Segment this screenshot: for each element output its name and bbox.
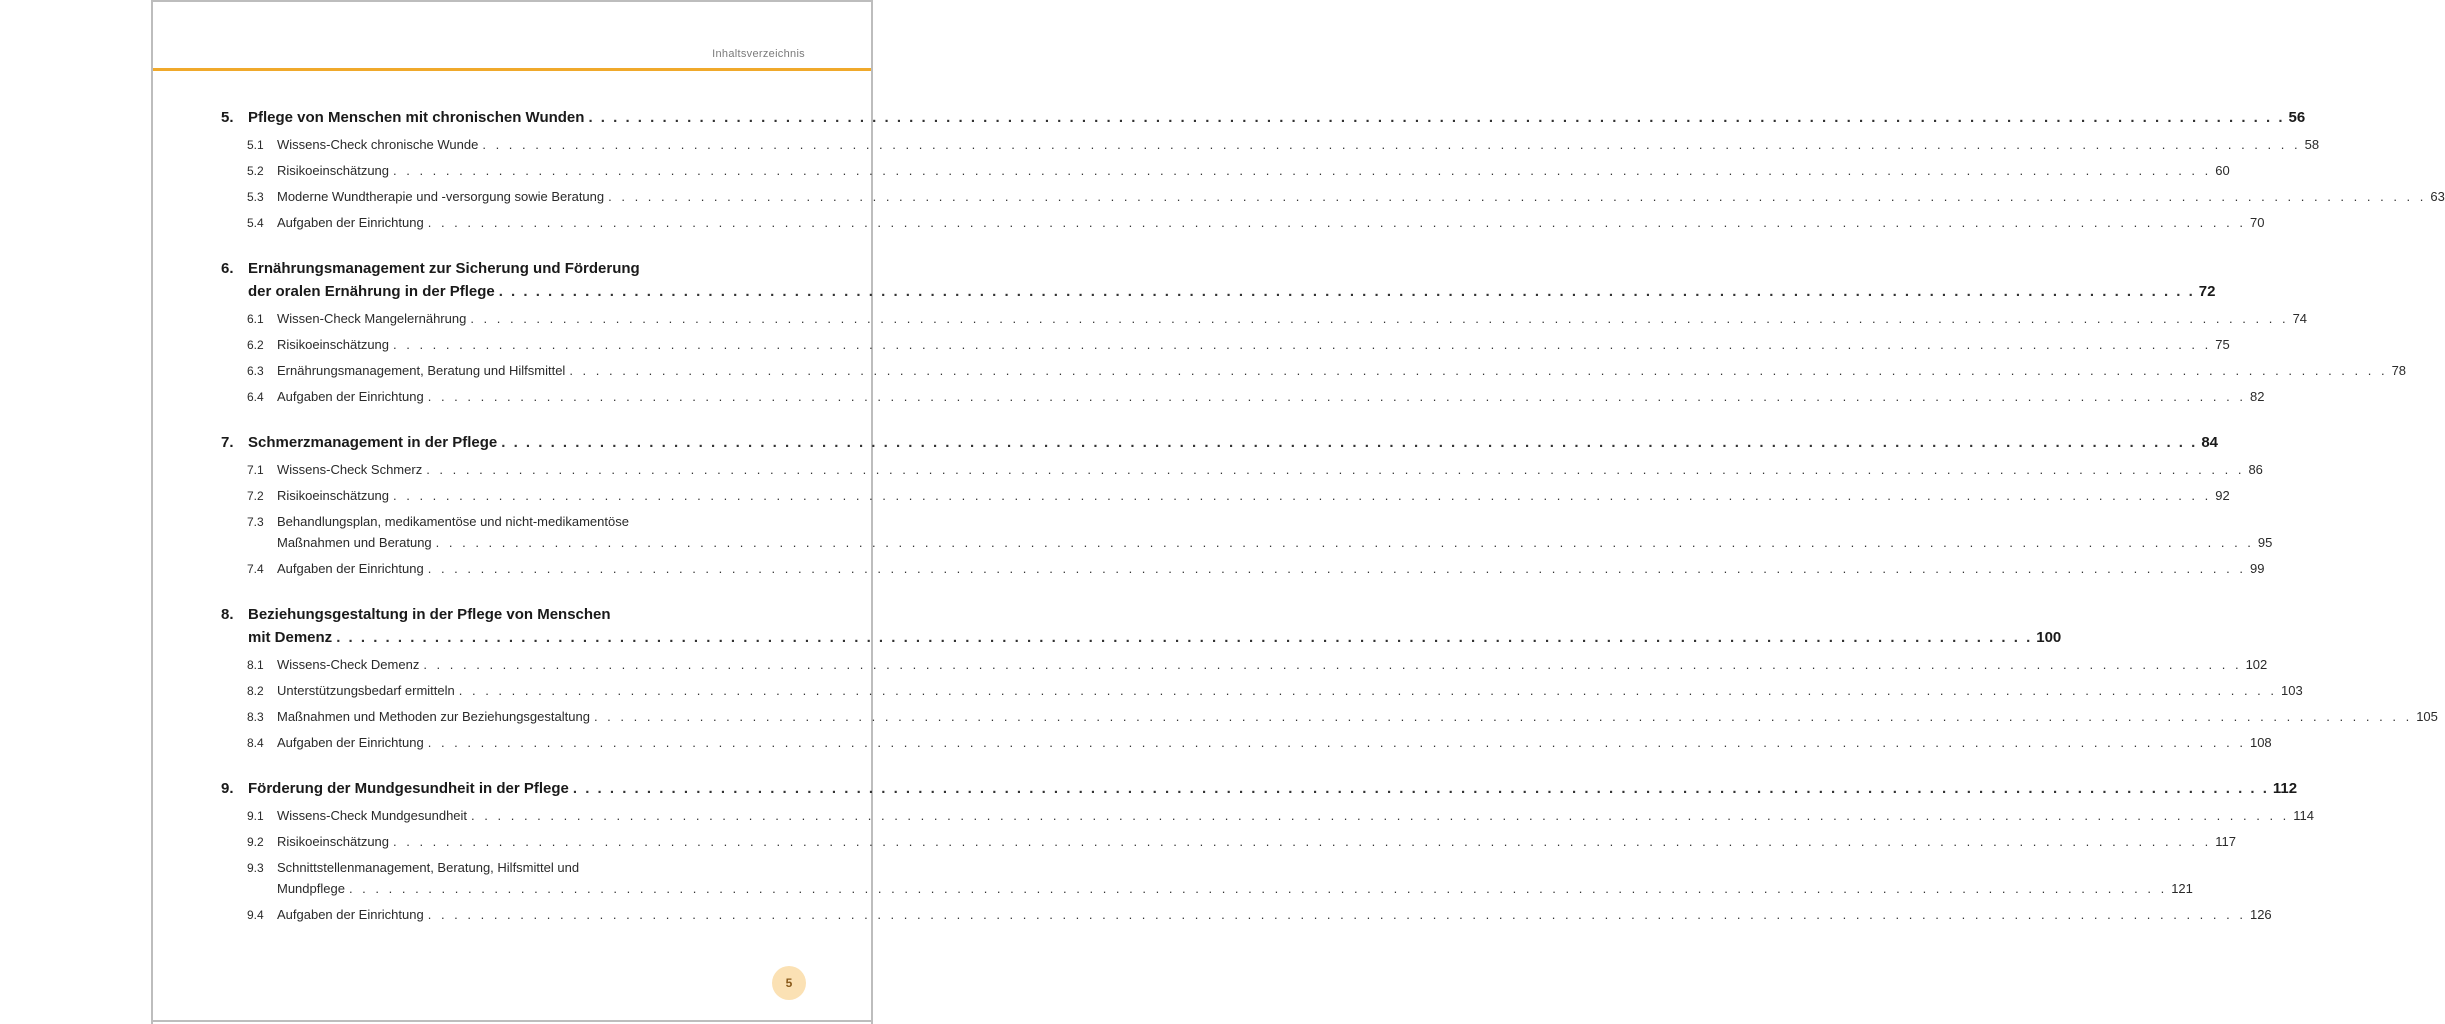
toc-section-entry[interactable] — [221, 556, 2265, 582]
dot-leader — [459, 678, 2277, 704]
header-rule — [153, 68, 871, 71]
chapter-title: Ernährungsmanagement zur Sicherung und Förderung — [248, 260, 640, 277]
section-page-number: 78 — [2391, 363, 2407, 378]
section-page-number: 70 — [2249, 215, 2265, 230]
section-number: 8.2 — [247, 684, 264, 698]
toc-section-entry[interactable] — [221, 158, 2230, 184]
chapter-heading[interactable] — [221, 603, 2062, 649]
table-of-contents — [221, 106, 2445, 949]
dot-leader — [393, 158, 2211, 184]
dot-leader — [608, 184, 2426, 210]
dot-leader — [594, 704, 2412, 730]
dot-leader — [499, 280, 2195, 303]
toc-section-entry[interactable] — [221, 678, 2303, 704]
toc-section-entry[interactable] — [221, 332, 2230, 358]
dot-leader — [573, 777, 2269, 800]
toc-chapter — [221, 431, 2273, 582]
section-number: 9.4 — [247, 908, 264, 922]
dot-leader — [393, 483, 2211, 509]
chapter-heading[interactable] — [221, 257, 2216, 303]
toc-section-entry[interactable] — [221, 730, 2272, 756]
chapter-title: Schmerzmanagement in der Pflege — [248, 434, 498, 451]
section-page-number: 74 — [2292, 311, 2308, 326]
section-number: 9.3 — [247, 861, 264, 875]
section-number: 8.1 — [247, 658, 264, 672]
toc-section-entry[interactable] — [221, 358, 2407, 384]
toc-section-entry[interactable] — [221, 803, 2315, 829]
section-title: Wissens-Check chronische Wunde — [277, 137, 479, 152]
section-page-number: 117 — [2215, 834, 2236, 849]
dot-leader — [336, 626, 2032, 649]
chapter-number: 6. — [221, 260, 234, 277]
dot-leader — [436, 532, 2254, 553]
section-number: 8.4 — [247, 736, 264, 750]
section-number: 5.4 — [247, 216, 264, 230]
section-page-number: 102 — [2245, 657, 2268, 672]
chapter-heading[interactable] — [221, 106, 2306, 129]
section-title: Aufgaben der Einrichtung — [277, 735, 424, 750]
section-number: 7.4 — [247, 562, 264, 576]
toc-section-entry[interactable] — [221, 210, 2265, 236]
section-title: Wissens-Check Mundgesundheit — [277, 808, 468, 823]
section-number: 6.4 — [247, 390, 264, 404]
section-title: Risikoeinschätzung — [277, 337, 390, 352]
chapter-page-number: 100 — [2036, 629, 2062, 646]
section-title: Behandlungsplan, medikamentöse und nicht-medikamentöse — [277, 514, 629, 529]
section-title: Risikoeinschätzung — [277, 163, 390, 178]
section-number: 9.1 — [247, 809, 264, 823]
chapter-page-number: 72 — [2198, 283, 2216, 300]
toc-section-entry[interactable] — [221, 184, 2445, 210]
section-page-number: 58 — [2304, 137, 2320, 152]
chapter-page-number: 56 — [2288, 109, 2306, 126]
section-number: 5.1 — [247, 138, 264, 152]
section-title: Aufgaben der Einrichtung — [277, 907, 424, 922]
section-number: 6.2 — [247, 338, 264, 352]
toc-section-entry[interactable] — [221, 306, 2308, 332]
toc-section-entry[interactable] — [221, 509, 2273, 556]
dot-leader — [428, 902, 2246, 928]
section-title: Wissens-Check Demenz — [277, 657, 420, 672]
section-title: Aufgaben der Einrichtung — [277, 389, 424, 404]
toc-chapter — [221, 603, 2438, 756]
section-number: 7.3 — [247, 515, 264, 529]
section-title: Unterstützungsbedarf ermitteln — [277, 683, 455, 698]
dot-leader — [423, 652, 2241, 678]
section-title: Maßnahmen und Methoden zur Beziehungsgestaltung — [277, 709, 590, 724]
section-page-number: 75 — [2215, 337, 2230, 352]
dot-leader — [471, 803, 2289, 829]
section-title: Mundpflege — [277, 881, 345, 896]
chapter-number: 8. — [221, 606, 234, 623]
section-page-number: 92 — [2215, 488, 2230, 503]
dot-leader — [428, 730, 2246, 756]
dot-leader — [428, 556, 2246, 582]
section-title: Wissen-Check Mangelernährung — [277, 311, 467, 326]
chapter-number: 7. — [221, 434, 234, 451]
document-page — [151, 0, 2445, 1024]
section-title: Aufgaben der Einrichtung — [277, 561, 424, 576]
chapter-title: Förderung der Mundgesundheit in der Pflege — [248, 780, 569, 797]
section-page-number: 103 — [2281, 683, 2303, 698]
section-page-number: 105 — [2416, 709, 2438, 724]
section-title: Maßnahmen und Beratung — [277, 535, 432, 550]
section-number: 6.1 — [247, 312, 264, 326]
toc-section-entry[interactable] — [221, 902, 2272, 928]
toc-section-entry[interactable] — [221, 652, 2268, 678]
section-page-number: 99 — [2249, 561, 2265, 576]
chapter-title: mit Demenz — [248, 629, 333, 646]
section-number: 9.2 — [247, 835, 264, 849]
chapter-page-number: 112 — [2272, 780, 2298, 797]
section-page-number: 86 — [2248, 462, 2263, 477]
dot-leader — [501, 431, 2197, 454]
section-title: Risikoeinschätzung — [277, 488, 390, 503]
chapter-number: 5. — [221, 109, 234, 126]
chapter-title: der oralen Ernährung in der Pflege — [248, 283, 495, 300]
page-number-badge: 5 — [772, 966, 806, 1000]
section-title: Wissens-Check Schmerz — [277, 462, 423, 477]
toc-section-entry[interactable] — [221, 855, 2193, 902]
dot-leader — [426, 457, 2244, 483]
section-number: 6.3 — [247, 364, 264, 378]
toc-section-entry[interactable] — [221, 704, 2438, 730]
dot-leader — [470, 306, 2288, 332]
chapter-title: Beziehungsgestaltung in der Pflege von Menschen — [248, 606, 611, 623]
toc-section-entry[interactable] — [221, 384, 2265, 410]
running-head: Inhaltsverzeichnis — [712, 48, 805, 60]
section-title: Aufgaben der Einrichtung — [277, 215, 424, 230]
dot-leader — [393, 829, 2211, 855]
dot-leader — [428, 210, 2246, 236]
dot-leader — [428, 384, 2246, 410]
section-page-number: 95 — [2257, 535, 2273, 550]
chapter-title: Pflege von Menschen mit chronischen Wunden — [248, 109, 585, 126]
chapter-number: 9. — [221, 780, 234, 797]
section-page-number: 121 — [2171, 881, 2193, 896]
section-title: Schnittstellenmanagement, Beratung, Hilfsmittel und — [277, 860, 580, 875]
dot-leader — [482, 132, 2300, 158]
toc-section-entry[interactable] — [221, 829, 2236, 855]
toc-chapter — [221, 777, 2315, 928]
toc-section-entry[interactable] — [221, 457, 2263, 483]
section-page-number: 108 — [2249, 735, 2272, 750]
dot-leader — [393, 332, 2211, 358]
toc-chapter — [221, 257, 2407, 410]
section-number: 5.3 — [247, 190, 264, 204]
chapter-page-number: 84 — [2201, 434, 2218, 451]
chapter-heading[interactable] — [221, 777, 2298, 800]
section-page-number: 114 — [2293, 808, 2315, 823]
toc-chapter — [221, 106, 2445, 236]
toc-section-entry[interactable] — [221, 132, 2320, 158]
section-page-number: 63 — [2430, 189, 2445, 204]
section-title: Risikoeinschätzung — [277, 834, 390, 849]
chapter-heading[interactable] — [221, 431, 2218, 454]
section-page-number: 82 — [2249, 389, 2265, 404]
section-page-number: 60 — [2215, 163, 2230, 178]
section-number: 7.1 — [247, 463, 264, 477]
section-number: 7.2 — [247, 489, 264, 503]
dot-leader — [349, 878, 2167, 899]
section-number: 5.2 — [247, 164, 264, 178]
dot-leader — [569, 358, 2387, 384]
dot-leader — [588, 106, 2284, 129]
section-title: Moderne Wundtherapie und -versorgung sowie Beratung — [277, 189, 605, 204]
section-title: Ernährungsmanagement, Beratung und Hilfsmittel — [277, 363, 566, 378]
page-bottom-edge — [151, 1020, 873, 1022]
section-page-number: 126 — [2249, 907, 2272, 922]
toc-section-entry[interactable] — [221, 483, 2230, 509]
section-number: 8.3 — [247, 710, 264, 724]
